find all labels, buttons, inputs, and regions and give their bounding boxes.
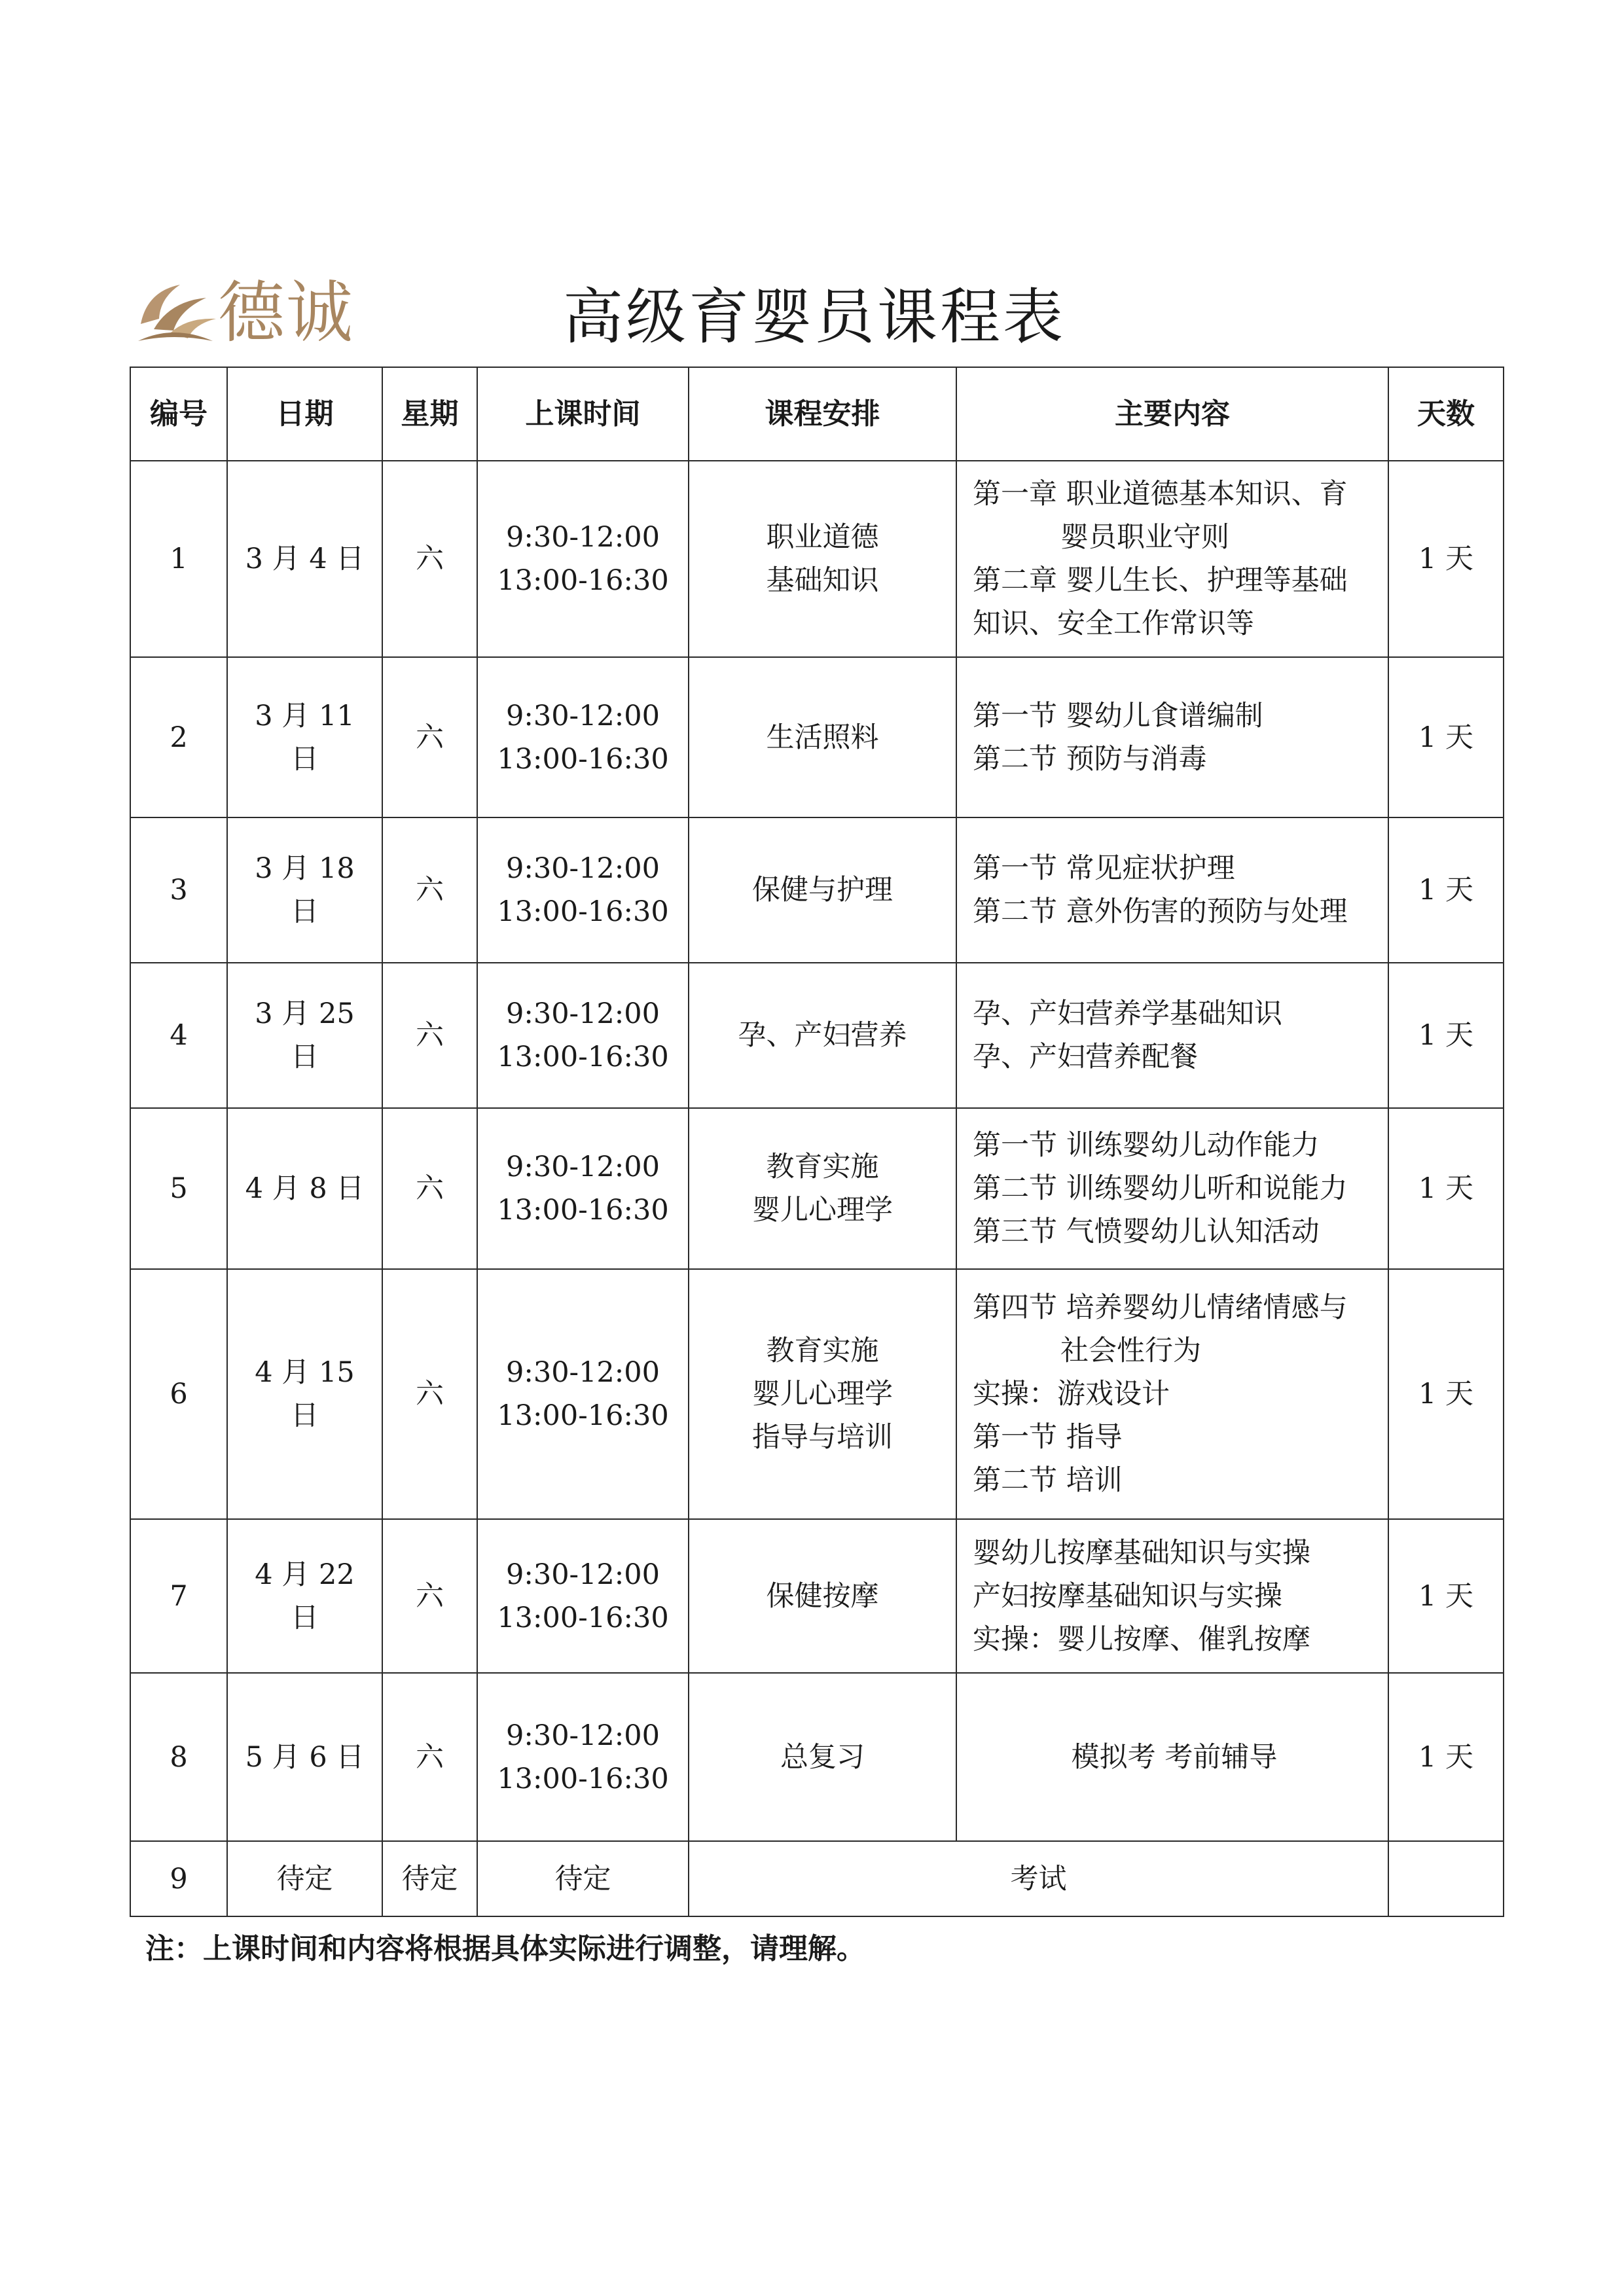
row-content: 第一节 婴幼儿食谱编制 第二节 预防与消毒 [956, 657, 1388, 817]
row-date: 3 月 11 日 [227, 657, 382, 817]
row-no: 5 [130, 1108, 227, 1269]
header-days: 天数 [1388, 367, 1504, 461]
table-row [130, 461, 1504, 657]
row-no: 6 [130, 1269, 227, 1519]
table-row [130, 1108, 1504, 1269]
row-time: 9:30-12:00 13:00-16:30 [477, 1108, 689, 1269]
row-weekday: 六 [382, 817, 477, 963]
footnote: 注：上课时间和内容将根据具体实际进行调整，请理解。 [145, 1932, 865, 1965]
row-weekday: 六 [382, 1269, 477, 1519]
row-time: 待定 [477, 1841, 689, 1916]
row-content: 第四节 培养婴幼儿情绪情感与 社会性行为 实操：游戏设计 第一节 指导 第二节 培训 [956, 1269, 1388, 1519]
row-days: 1 天 [1388, 1108, 1504, 1269]
row-weekday: 六 [382, 461, 477, 657]
row-weekday: 六 [382, 1108, 477, 1269]
row-no: 3 [130, 817, 227, 963]
row-time: 9:30-12:00 13:00-16:30 [477, 1519, 689, 1673]
row-date: 3 月 4 日 [227, 461, 382, 657]
row-days: 1 天 [1388, 1673, 1504, 1841]
row-days: 1 天 [1388, 817, 1504, 963]
header-weekday: 星期 [382, 367, 477, 461]
row-content: 第一节 常见症状护理 第二节 意外伤害的预防与处理 [956, 817, 1388, 963]
wheat-leaf-logo-icon [134, 278, 219, 350]
logo [134, 272, 357, 357]
header-course: 课程安排 [689, 367, 956, 461]
row-days [1388, 1841, 1504, 1916]
row-date: 4 月 8 日 [227, 1108, 382, 1269]
row-days: 1 天 [1388, 1519, 1504, 1673]
row-weekday: 六 [382, 1519, 477, 1673]
row-days: 1 天 [1388, 1269, 1504, 1519]
row-time: 9:30-12:00 13:00-16:30 [477, 657, 689, 817]
row-no: 1 [130, 461, 227, 657]
row-course: 生活照料 [689, 657, 956, 817]
row-days: 1 天 [1388, 461, 1504, 657]
table-row [130, 657, 1504, 817]
table-row [130, 1519, 1504, 1673]
row-time: 9:30-12:00 13:00-16:30 [477, 817, 689, 963]
row-date: 5 月 6 日 [227, 1673, 382, 1841]
row-course: 职业道德 基础知识 [689, 461, 956, 657]
row-course: 总复习 [689, 1673, 956, 1841]
row-content: 婴幼儿按摩基础知识与实操 产妇按摩基础知识与实操 实操：婴儿按摩、催乳按摩 [956, 1519, 1388, 1673]
row-date: 4 月 22 日 [227, 1519, 382, 1673]
table-row [130, 963, 1504, 1108]
table-row [130, 1269, 1504, 1519]
row-no: 8 [130, 1673, 227, 1841]
row-course: 孕、产妇营养 [689, 963, 956, 1108]
header-date: 日期 [227, 367, 382, 461]
header-content: 主要内容 [956, 367, 1388, 461]
row-date: 3 月 25 日 [227, 963, 382, 1108]
row-exam: 考试 [689, 1841, 1388, 1916]
table-header-row [130, 367, 1504, 461]
table-row [130, 1673, 1504, 1841]
row-weekday: 待定 [382, 1841, 477, 1916]
logo-text: 德诚 [218, 274, 354, 352]
table-row [130, 817, 1504, 963]
row-course: 教育实施 婴儿心理学 指导与培训 [689, 1269, 956, 1519]
table-row [130, 1841, 1504, 1916]
row-no: 9 [130, 1841, 227, 1916]
row-no: 2 [130, 657, 227, 817]
row-time: 9:30-12:00 13:00-16:30 [477, 963, 689, 1108]
row-date: 3 月 18 日 [227, 817, 382, 963]
row-weekday: 六 [382, 963, 477, 1108]
row-days: 1 天 [1388, 657, 1504, 817]
row-no: 7 [130, 1519, 227, 1673]
row-content: 第一章 职业道德基本知识、育 婴员职业守则 第二章 婴儿生长、护理等基础 知识、安全工作常识等 [956, 461, 1388, 657]
row-days: 1 天 [1388, 963, 1504, 1108]
row-time: 9:30-12:00 13:00-16:30 [477, 1269, 689, 1519]
header-time: 上课时间 [477, 367, 689, 461]
row-weekday: 六 [382, 1673, 477, 1841]
row-course: 教育实施 婴儿心理学 [689, 1108, 956, 1269]
row-content: 第一节 训练婴幼儿动作能力 第二节 训练婴幼儿听和说能力 第三节 气愤婴幼儿认知活动 [956, 1108, 1388, 1269]
row-date: 4 月 15 日 [227, 1269, 382, 1519]
course-schedule-table [130, 367, 1504, 1917]
row-time: 9:30-12:00 13:00-16:30 [477, 1673, 689, 1841]
row-content: 模拟考 考前辅导 [956, 1673, 1388, 1841]
row-weekday: 六 [382, 657, 477, 817]
row-course: 保健按摩 [689, 1519, 956, 1673]
row-course: 保健与护理 [689, 817, 956, 963]
page-title: 高级育婴员课程表 [563, 282, 1066, 352]
row-no: 4 [130, 963, 227, 1108]
row-date: 待定 [227, 1841, 382, 1916]
header-no: 编号 [130, 367, 227, 461]
row-content: 孕、产妇营养学基础知识 孕、产妇营养配餐 [956, 963, 1388, 1108]
row-time: 9:30-12:00 13:00-16:30 [477, 461, 689, 657]
